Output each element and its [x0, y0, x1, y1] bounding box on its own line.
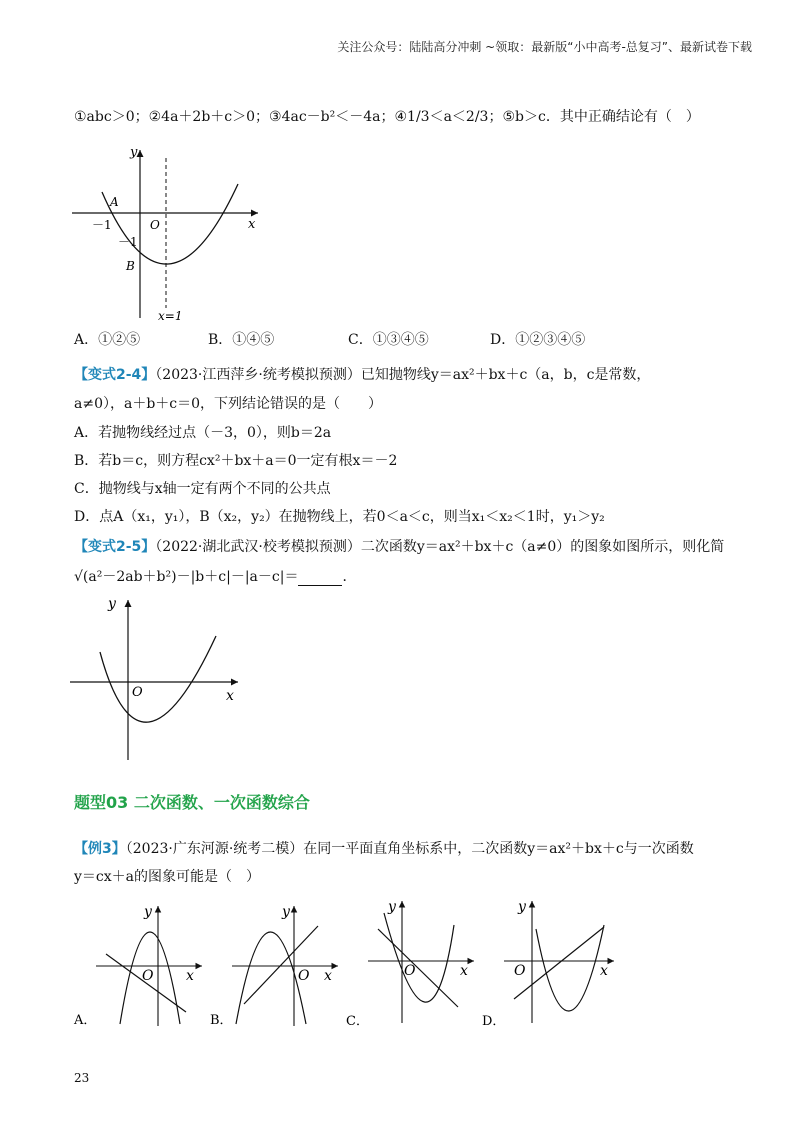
fig2-x-label: x	[226, 688, 234, 704]
graph-a-origin: O	[142, 968, 154, 984]
answer-blank[interactable]	[298, 571, 342, 586]
fig1-y-label: y	[130, 145, 138, 160]
graph-c-label: C．	[346, 1014, 369, 1029]
graph-a-x-label: x	[186, 968, 194, 984]
variant-2-4-line1	[74, 364, 650, 384]
variant-2-4-option-a[interactable]: A．若抛物线经过点（－3，0），则b＝2a	[74, 425, 332, 441]
graph-d-origin: O	[514, 963, 526, 979]
graph-b-label: B．	[210, 1013, 233, 1028]
variant-2-4-line2: a≠0），a＋b＋c＝0，下列结论错误的是（ ）	[74, 396, 383, 412]
graph-option-c[interactable]	[344, 895, 479, 1030]
graph-b-y-label: y	[282, 904, 290, 920]
simplify-expression: √(a²－2ab＋b²)－|b＋c|－|a－c|＝	[74, 569, 299, 585]
fig2-origin: O	[132, 685, 143, 700]
line-end: ．	[342, 569, 357, 585]
option-d[interactable]: D．①②③④⑤	[490, 332, 586, 348]
graph-d-x-label: x	[600, 963, 608, 979]
variant-2-5-text: （2022·湖北武汉·校考模拟预测）二次函数y＝ax²＋bx＋c（a≠0）的图象如图所示，则化简	[155, 539, 725, 555]
parabola-figure-2	[66, 590, 246, 765]
fig2-y-label: y	[108, 596, 116, 612]
option-a[interactable]: A．①②⑤	[74, 332, 141, 348]
option-b[interactable]: B．①④⑤	[208, 332, 275, 348]
example-3-line2: y＝cx＋a的图象可能是（ ）	[74, 869, 260, 885]
graph-option-b[interactable]	[208, 900, 343, 1032]
fig1-axis-label: x=1	[158, 309, 183, 323]
variant-2-5-line1	[74, 536, 724, 556]
graph-a-y-label: y	[144, 904, 152, 920]
fig1-neg1-y: －1	[118, 235, 138, 249]
graph-b-x-label: x	[324, 968, 332, 984]
parabola-figure-1	[70, 140, 270, 325]
question-statement: ①abc＞0；②4a＋2b＋c＞0；③4ac－b²＜－4a；④1/3＜a＜2/3；⑤b＞c．其中正确结论有（ ）	[74, 109, 700, 125]
fig1-x-label: x	[248, 217, 256, 232]
page-header: 关注公众号：陆陆高分冲刺 ~领取：最新版“小中高考-总复习”、最新试卷下载	[337, 40, 752, 54]
section-heading: 题型03 二次函数、一次函数综合	[74, 793, 310, 812]
option-c[interactable]: C．①③④⑤	[348, 332, 429, 348]
graph-a-label: A．	[74, 1013, 97, 1028]
example-3-text: （2023·广东河源·统考二模）在同一平面直角坐标系中，二次函数y＝ax²＋bx＋c与一次函数	[125, 841, 694, 857]
page-number: 23	[74, 1071, 90, 1085]
graph-c-origin: O	[404, 963, 416, 979]
fig1-neg1-x: －1	[92, 218, 112, 232]
example-3-line1	[74, 838, 694, 858]
fig1-point-b: B	[126, 259, 135, 273]
variant-2-5-tag: 【变式2-5】	[74, 539, 156, 555]
example-3-tag: 【例3】	[74, 841, 126, 857]
variant-2-4-option-d[interactable]: D．点A（x₁，y₁），B（x₂，y₂）在抛物线上，若0＜a＜c，则当x₁＜x₂＜1时，y₁＞y₂	[74, 509, 605, 525]
graph-option-d[interactable]	[480, 895, 620, 1030]
graph-d-label: D．	[482, 1014, 506, 1029]
variant-2-4-option-b[interactable]: B．若b＝c，则方程cx²＋bx＋a＝0一定有根x＝－2	[74, 453, 398, 469]
variant-2-4-option-c[interactable]: C．抛物线与x轴一定有两个不同的公共点	[74, 481, 331, 497]
variant-2-4-text: （2023·江西萍乡·统考模拟预测）已知抛物线y＝ax²＋bx＋c（a，b，c是常数，	[155, 367, 651, 383]
variant-2-4-tag: 【变式2-4】	[74, 367, 156, 383]
graph-d-y-label: y	[518, 899, 526, 915]
graph-c-y-label: y	[388, 899, 396, 915]
graph-b-origin: O	[298, 968, 310, 984]
variant-2-5-line2	[74, 566, 356, 586]
graph-c-x-label: x	[460, 963, 468, 979]
fig1-origin: O	[150, 218, 160, 232]
fig1-point-a: A	[110, 195, 119, 209]
graph-option-a[interactable]	[72, 900, 207, 1032]
